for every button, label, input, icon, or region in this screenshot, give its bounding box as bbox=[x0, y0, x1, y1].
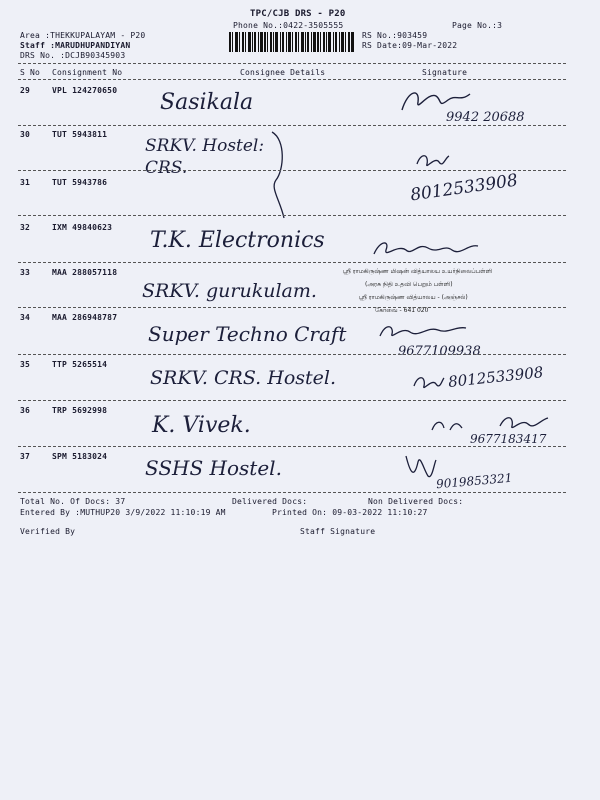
row-consignment-no: TUT 5943811 bbox=[52, 130, 108, 139]
rs-number: RS No.:903459 bbox=[362, 31, 428, 40]
row-consignment-no: TTP 5265514 bbox=[52, 360, 108, 369]
col-consignment-header: Consignment No bbox=[52, 68, 123, 77]
printed-on: Printed On: 09-03-2022 11:10:27 bbox=[272, 508, 428, 517]
consignee-handwriting: SRKV. gurukulam. bbox=[142, 280, 317, 302]
row-consignment-no: IXM 49840623 bbox=[52, 223, 113, 232]
row-consignment-no: MAA 288057118 bbox=[52, 268, 118, 277]
consignee-handwriting: T.K. Electronics bbox=[150, 228, 325, 253]
row-divider bbox=[18, 446, 566, 447]
stamp-line: ஸ்ரீ ராமகிருஷ்ண மிஷன் வித்யாலய உயர்நிலைப்பள்ளி bbox=[343, 268, 493, 275]
signature-handwriting: 9677183417 bbox=[470, 432, 547, 446]
staff-signature-label: Staff Signature bbox=[300, 527, 376, 536]
row-sno: 31 bbox=[20, 178, 31, 187]
header-divider-bottom bbox=[18, 79, 566, 80]
row-divider bbox=[18, 125, 566, 126]
row-divider bbox=[18, 262, 566, 263]
row-sno: 34 bbox=[20, 313, 31, 322]
row-sno: 37 bbox=[20, 452, 31, 461]
consignee-handwriting: Sasikala bbox=[160, 90, 254, 115]
signature-scribble bbox=[378, 320, 468, 342]
row-divider bbox=[18, 354, 566, 355]
row-sno: 30 bbox=[20, 130, 31, 139]
signature-handwriting: 8012533908 bbox=[447, 363, 545, 391]
page-title: TPC/CJB DRS - P20 bbox=[250, 9, 346, 19]
stamp-line: ஸ்ரீ ராமகிருஷ்ண வித்யாலய - (அஞ்சல்) bbox=[359, 294, 468, 301]
signature-scribble bbox=[372, 236, 482, 262]
row-consignment-no: MAA 286948787 bbox=[52, 313, 118, 322]
signature-scribble bbox=[412, 372, 446, 392]
row-consignment-no: TUT 5943786 bbox=[52, 178, 108, 187]
row-consignment-no: SPM 5183024 bbox=[52, 452, 108, 461]
row-divider bbox=[18, 492, 566, 493]
bracket-scribble bbox=[268, 130, 290, 222]
signature-handwriting: 8012533908 bbox=[409, 170, 520, 206]
consignee-handwriting: Super Techno Craft bbox=[148, 322, 347, 346]
stamp-line: கோவை - 641 020 bbox=[375, 307, 429, 314]
row-divider bbox=[18, 307, 566, 308]
drs-number: DRS No. :DCJB90345903 bbox=[20, 51, 126, 60]
non-delivered-docs: Non Delivered Docs: bbox=[368, 497, 464, 506]
row-sno: 35 bbox=[20, 360, 31, 369]
row-sno: 32 bbox=[20, 223, 31, 232]
col-consignee-header: Consignee Details bbox=[240, 68, 326, 77]
consignee-handwriting: SRKV. Hostel: CRS. bbox=[145, 136, 265, 178]
row-sno: 33 bbox=[20, 268, 31, 277]
area-label: Area :THEKKUPALAYAM - P20 bbox=[20, 31, 146, 40]
consignee-handwriting: SRKV. CRS. Hostel. bbox=[150, 367, 337, 389]
consignee-handwriting: K. Vivek. bbox=[152, 413, 251, 438]
barcode-image bbox=[229, 32, 354, 52]
signature-scribble bbox=[415, 150, 451, 172]
header-divider-top bbox=[18, 63, 566, 64]
phone-number: Phone No.:0422-3505555 bbox=[233, 21, 344, 30]
row-sno: 29 bbox=[20, 86, 31, 95]
row-consignment-no: VPL 124270650 bbox=[52, 86, 118, 95]
row-sno: 36 bbox=[20, 406, 31, 415]
signature-handwriting: 9942 20688 bbox=[446, 110, 525, 125]
row-divider bbox=[18, 215, 566, 216]
col-signature-header: Signature bbox=[422, 68, 468, 77]
verified-by-label: Verified By bbox=[20, 527, 76, 536]
entered-by: Entered By :MUTHUP20 3/9/2022 11:10:19 AM bbox=[20, 508, 226, 517]
page-number: Page No.:3 bbox=[452, 21, 503, 30]
stamp-line: (அரசு நிதி உதவி பெறும் பள்ளி) bbox=[365, 281, 453, 288]
row-divider bbox=[18, 170, 566, 171]
signature-handwriting: 9677109938 bbox=[398, 344, 481, 359]
row-consignment-no: TRP 5692998 bbox=[52, 406, 108, 415]
signature-handwriting: 9019853321 bbox=[435, 470, 513, 492]
col-sno-header: S No bbox=[20, 68, 41, 77]
consignee-handwriting: SSHS Hostel. bbox=[145, 456, 282, 480]
total-docs: Total No. Of Docs: 37 bbox=[20, 497, 126, 506]
staff-label: Staff :MARUDHUPANDIYAN bbox=[20, 41, 131, 50]
signature-scribble bbox=[402, 452, 438, 484]
delivered-docs: Delivered Docs: bbox=[232, 497, 308, 506]
row-divider bbox=[18, 400, 566, 401]
rs-date: RS Date:09-Mar-2022 bbox=[362, 41, 458, 50]
